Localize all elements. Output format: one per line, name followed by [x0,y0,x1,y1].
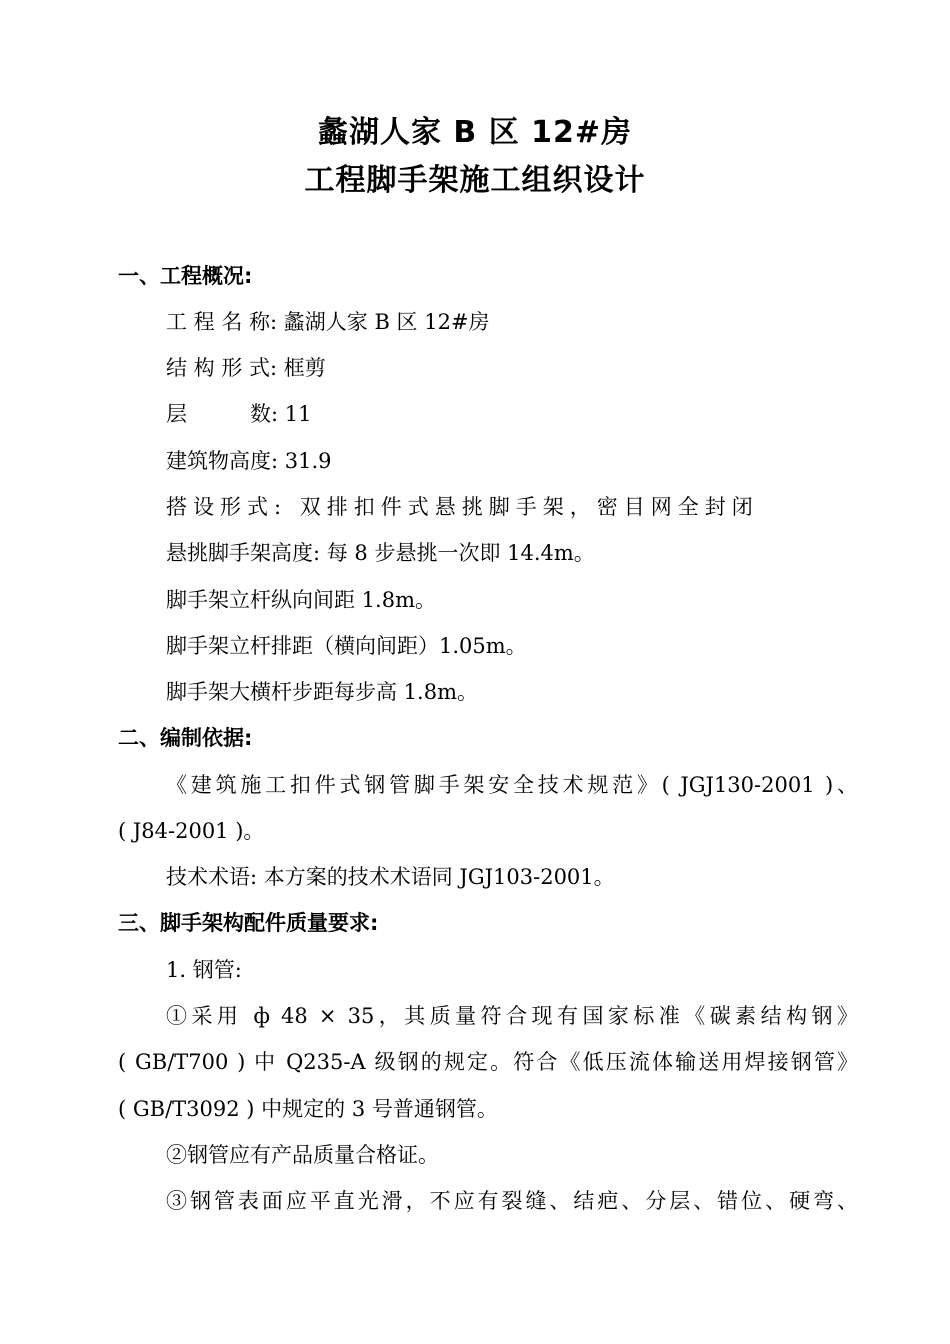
erection-form-line: 搭设形式: 双排扣件式悬挑脚手架，密目网全封闭 [166,495,759,519]
section-1-heading: 一、工程概况: [118,264,253,288]
pipe-spec-line-1: ①采用 ф 48 × 35，其质量符合现有国家标准《碳素结构钢》 [166,1004,858,1028]
building-height-line: 建筑物高度: 31.9 [166,449,332,473]
structure-form-line: 结 构 形 式: 框剪 [166,356,326,380]
pole-longitudinal-spacing-line: 脚手架立杆纵向间距 1.8m。 [166,588,436,612]
pole-row-spacing-line: 脚手架立杆排距（横向间距）1.05m。 [166,634,527,658]
pipe-surface-line: ③钢管表面应平直光滑，不应有裂缝、结疤、分层、错位、硬弯、 [166,1189,858,1213]
cantilever-height-line: 悬挑脚手架高度: 每 8 步悬挑一次即 14.4m。 [166,541,595,565]
document-title-line-1: 蠡湖人家 B 区 12#房 [317,115,633,150]
basis-paragraph-line-2: ( J84-2001 )。 [118,819,265,843]
technical-terms-line: 技术术语: 本方案的技术术语同 JGJ103-2001。 [166,865,615,889]
pipe-spec-line-3: ( GB/T3092 ) 中规定的 3 号普通钢管。 [118,1097,498,1121]
pipe-spec-line-2: ( GB/T700 ) 中 Q235-A 级钢的规定。符合《低压流体输送用焊接钢管》 [118,1050,858,1074]
steel-pipe-subheading: 1. 钢管: [166,958,242,982]
section-2-heading: 二、编制依据: [118,726,253,750]
project-name-line: 工 程 名 称: 蠡湖人家 B 区 12#房 [166,310,490,334]
floor-count-line: 层 数: 11 [166,402,312,426]
ledger-step-line: 脚手架大横杆步距每步高 1.8m。 [166,680,478,704]
basis-paragraph-line-1: 《建筑施工扣件式钢管脚手架安全技术规范》( JGJ130-2001 )、 [166,773,858,797]
section-3-heading: 三、脚手架构配件质量要求: [118,911,379,935]
document-title-line-2: 工程脚手架施工组织设计 [304,163,646,198]
pipe-certificate-line: ②钢管应有产品质量合格证。 [166,1143,439,1167]
